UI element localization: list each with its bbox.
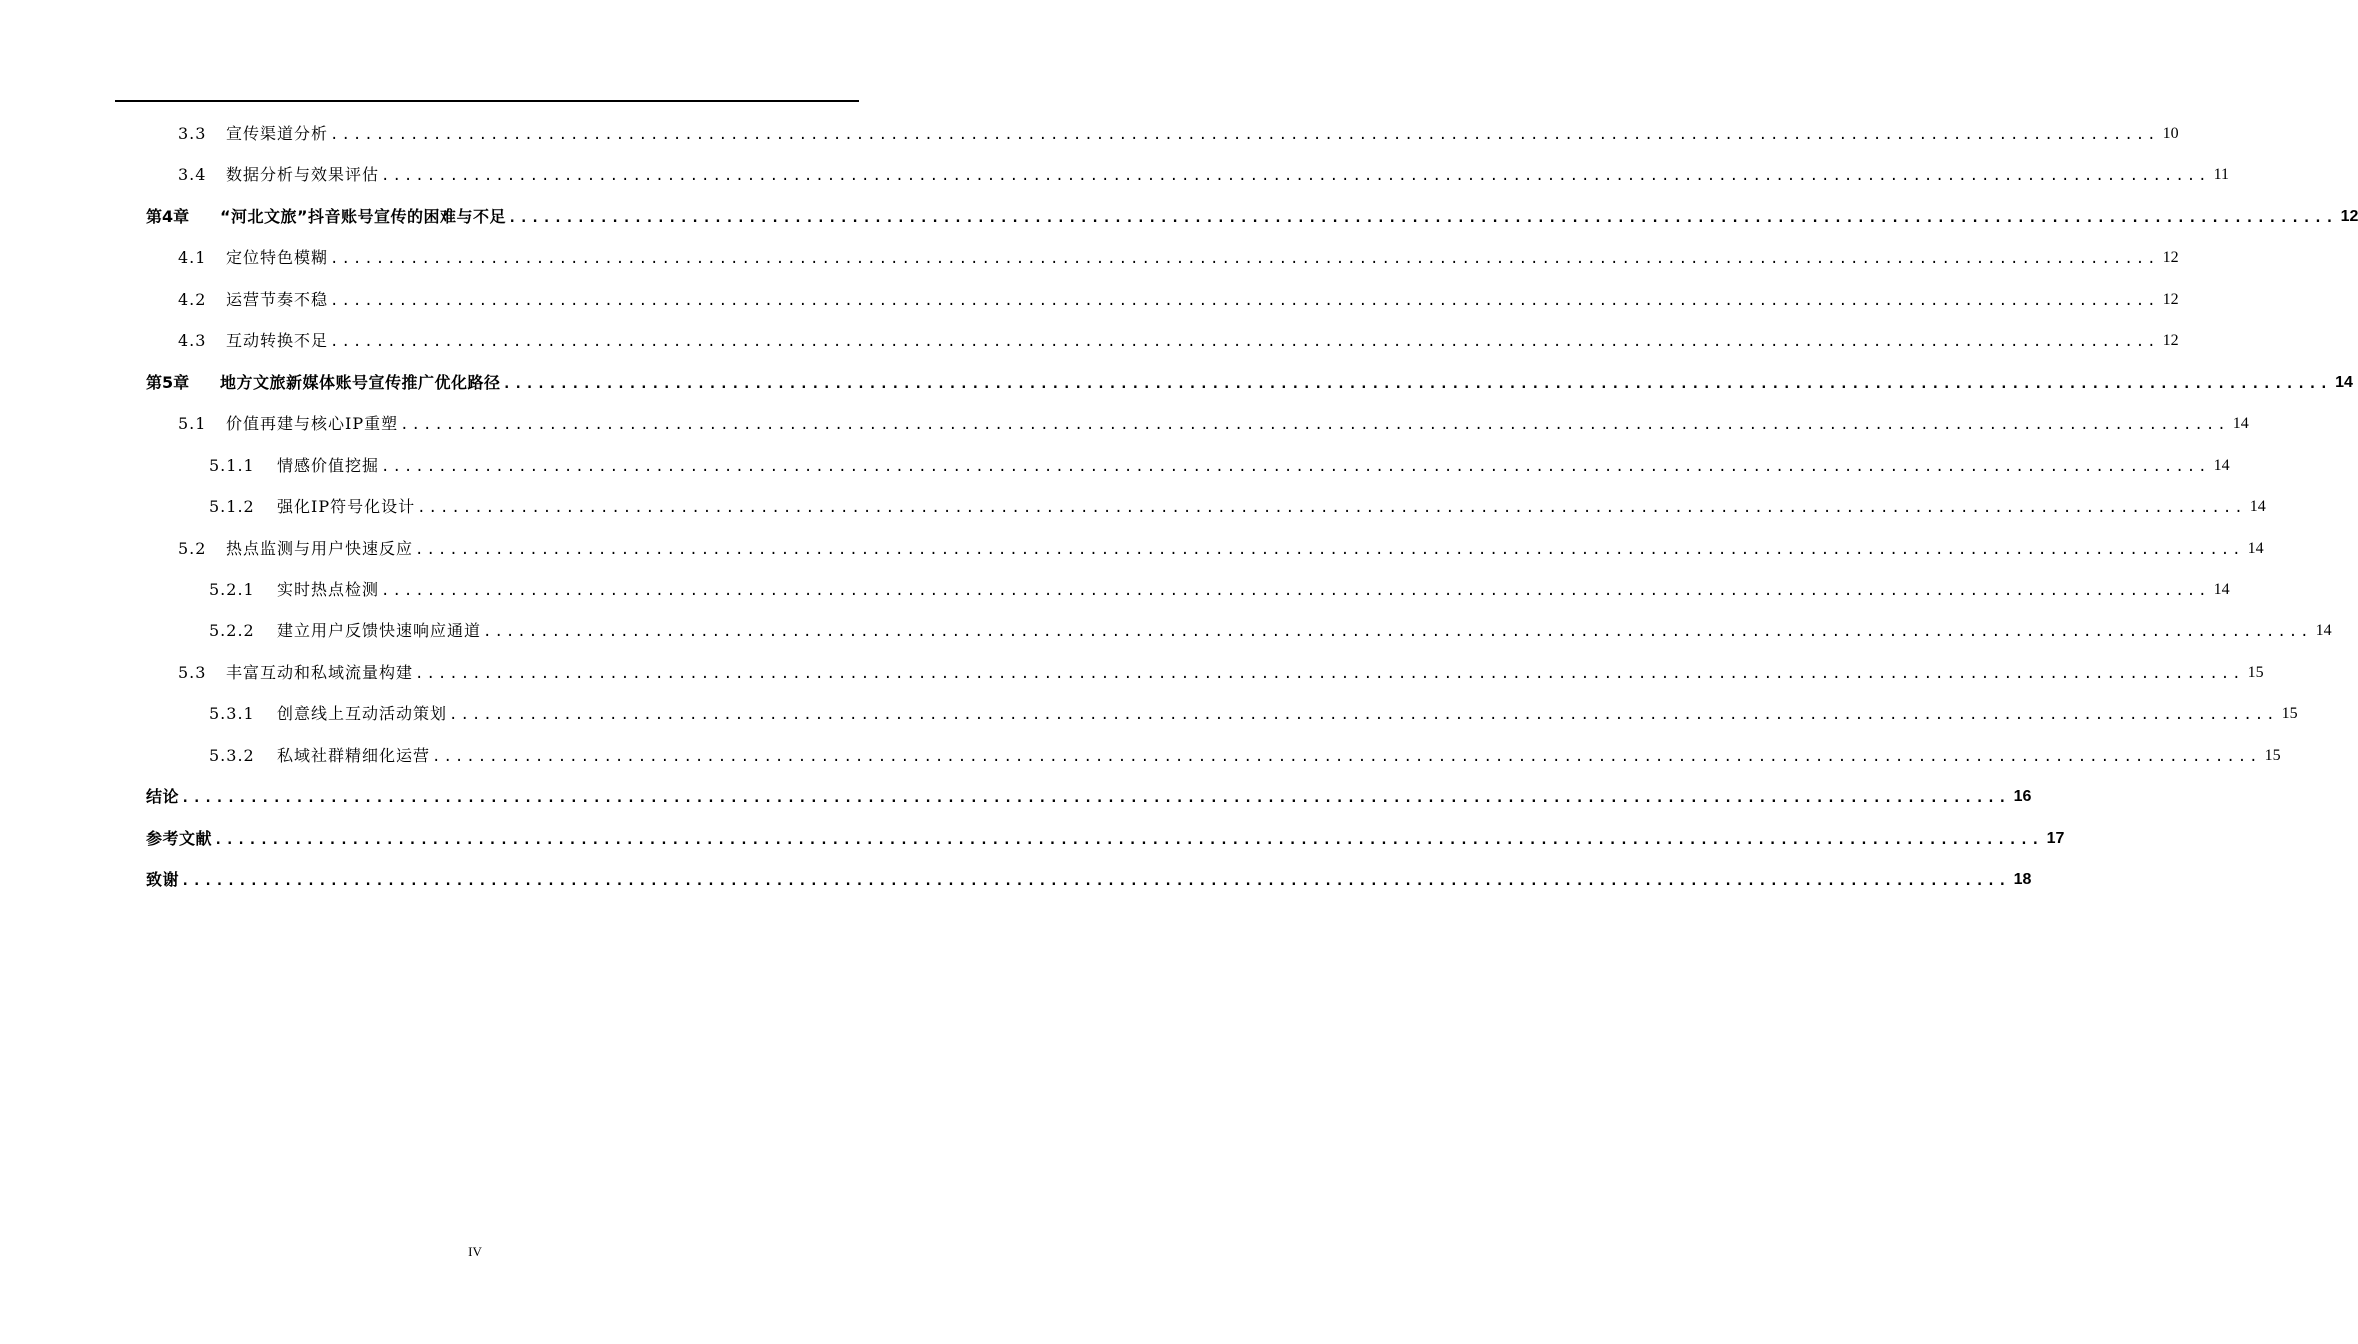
toc-entry-number: 第4章: [146, 207, 190, 226]
toc-entry-number: 4.3: [178, 331, 207, 350]
toc-entry-page: 14: [2335, 374, 2353, 391]
toc-dot-leader: ................................................................................................................................................................: [508, 210, 2337, 226]
toc-dot-leader: ................................................................................................................................................................: [330, 127, 2159, 143]
toc-dot-leader: ................................................................................................................................................................: [381, 583, 2210, 599]
toc-dot-leader: ................................................................................................................................................................: [330, 334, 2159, 350]
toc-dot-leader: ................................................................................................................................................................: [400, 417, 2229, 433]
toc-dot-leader: ................................................................................................................................................................: [483, 624, 2312, 640]
toc-dot-leader: ................................................................................................................................................................: [415, 542, 2244, 558]
toc-entry-number: 5.2.2: [209, 621, 255, 640]
toc-entry[interactable]: [178, 284, 2179, 310]
toc-entry-page: 15: [2264, 747, 2281, 764]
toc-entry-number: 4.1: [178, 248, 207, 267]
toc-entry-number: 5.1: [178, 414, 207, 433]
toc-dot-leader: ................................................................................................................................................................: [502, 376, 2332, 392]
toc-entry[interactable]: [178, 118, 2179, 144]
toc-entry-number: 5.1.2: [209, 497, 255, 516]
toc-entry[interactable]: [178, 408, 2249, 434]
toc-entry-title: 情感价值挖掘: [277, 456, 380, 475]
toc-entry-title: 强化IP符号化设计: [277, 497, 416, 516]
toc-entry-page: 17: [2046, 830, 2065, 847]
toc-entry[interactable]: [178, 657, 2264, 683]
toc-entry-page: 14: [2249, 498, 2266, 515]
toc-entry-title: 宣传渠道分析: [226, 124, 329, 143]
toc-entry-page: 16: [2013, 788, 2032, 805]
toc-entry-title: 私域社群精细化运营: [277, 746, 431, 765]
toc-entry-page: 12: [2340, 208, 2358, 225]
footer-page-number: IV: [468, 1244, 482, 1259]
toc-entry-page: 15: [2247, 664, 2264, 681]
toc-entry-page: 10: [2162, 125, 2179, 142]
toc-entry-page: 12: [2162, 291, 2179, 308]
toc-entry[interactable]: [209, 574, 2230, 600]
toc-dot-leader: ................................................................................................................................................................: [330, 293, 2159, 309]
toc-entry-page: 14: [2315, 622, 2332, 639]
toc-entry-title: 建立用户反馈快速响应通道: [277, 621, 482, 640]
toc-entry-title: 结论: [146, 787, 180, 806]
toc-entry-number: 第5章: [146, 373, 190, 392]
toc-entry[interactable]: [146, 367, 2353, 393]
toc-entry-number: 5.2.1: [209, 580, 255, 599]
toc-dot-leader: ................................................................................................................................................................: [181, 790, 2010, 806]
header-rule: [115, 100, 859, 102]
toc-entry-page: 12: [2162, 332, 2179, 349]
toc-dot-leader: ................................................................................................................................................................: [415, 666, 2244, 682]
toc-entry-page: 14: [2247, 540, 2264, 557]
toc-entry-number: 5.1.1: [209, 456, 255, 475]
toc-entry[interactable]: [146, 781, 2032, 807]
toc-entry[interactable]: [209, 615, 2332, 641]
toc-entry-title: 实时热点检测: [277, 580, 380, 599]
toc-entry-number: 3.4: [178, 165, 207, 184]
toc-entry-title: 运营节奏不稳: [226, 290, 329, 309]
toc-entry-title: 创意线上互动活动策划: [277, 704, 448, 723]
toc-entry-number: 4.2: [178, 290, 207, 309]
toc-entry-number: 5.3.1: [209, 704, 255, 723]
toc-entry[interactable]: [209, 491, 2266, 517]
toc-entry[interactable]: [178, 159, 2230, 185]
toc-entry-title: 地方文旅新媒体账号宣传推广优化路径: [220, 373, 501, 392]
toc-entry[interactable]: [178, 533, 2264, 559]
toc-entry-number: 3.3: [178, 124, 207, 143]
toc-entry-title: 互动转换不足: [226, 331, 329, 350]
toc-dot-leader: ................................................................................................................................................................: [181, 873, 2010, 889]
toc-entry-title: 价值再建与核心IP重塑: [226, 414, 399, 433]
toc-entry-title: 热点监测与用户快速反应: [226, 539, 414, 558]
toc-entry[interactable]: [209, 450, 2230, 476]
toc-entry-title: 数据分析与效果评估: [226, 165, 380, 184]
toc-entry-number: 5.3.2: [209, 746, 255, 765]
toc-entry[interactable]: [146, 823, 2065, 849]
toc-entry-title: 定位特色模糊: [226, 248, 329, 267]
toc-dot-leader: ................................................................................................................................................................: [214, 832, 2043, 848]
toc-dot-leader: ................................................................................................................................................................: [432, 749, 2261, 765]
toc-entry-page: 15: [2281, 705, 2298, 722]
toc-entry-page: 11: [2213, 166, 2230, 183]
toc-entry[interactable]: [178, 242, 2179, 268]
toc-entry-title: 参考文献: [146, 829, 213, 848]
toc-entry-title: “河北文旅”抖音账号宣传的困难与不足: [220, 207, 507, 226]
toc-dot-leader: ................................................................................................................................................................: [417, 500, 2246, 516]
toc-entry-page: 14: [2213, 457, 2230, 474]
toc-entry-page: 12: [2162, 249, 2179, 266]
toc-entry-number: 5.3: [178, 663, 207, 682]
toc-entry[interactable]: [178, 325, 2179, 351]
toc-entry[interactable]: [146, 201, 2358, 227]
toc-dot-leader: ................................................................................................................................................................: [330, 251, 2159, 267]
toc-entry-number: 5.2: [178, 539, 207, 558]
toc-entry-page: 18: [2013, 871, 2032, 888]
toc-entry-page: 14: [2213, 581, 2230, 598]
toc-dot-leader: ................................................................................................................................................................: [381, 459, 2210, 475]
toc-entry[interactable]: [209, 740, 2281, 766]
toc-entry-title: 丰富互动和私域流量构建: [226, 663, 414, 682]
toc-entry-title: 致谢: [146, 870, 180, 889]
toc-dot-leader: ................................................................................................................................................................: [381, 168, 2210, 184]
toc-entry[interactable]: [209, 698, 2298, 724]
toc-entry-page: 14: [2232, 415, 2249, 432]
toc-entry[interactable]: [146, 864, 2032, 890]
toc-dot-leader: ................................................................................................................................................................: [449, 707, 2278, 723]
